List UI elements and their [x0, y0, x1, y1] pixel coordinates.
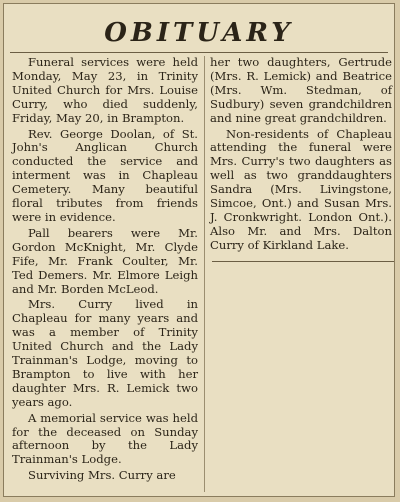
column-divider [204, 56, 205, 492]
paragraph-survivors-cont: her two daughters, Gertrude (Mrs. R. Lemick) and Beatrice (Mrs. Wm. Stedman, of Sudbury) seven grandchildren and nine great grandchildren. [210, 55, 392, 125]
paragraph-biography: Mrs. Curry lived in Chapleau for many years and was a member of Trinity United Church and the Lady Trainman's Lodge, moving to Brampton to live with her daughter Mrs. R. Lemick two years ago. [12, 297, 198, 409]
headline-rule [10, 52, 388, 53]
right-column [210, 56, 392, 262]
headline: OBITUARY [104, 18, 294, 48]
paragraph-pall-bearers: Pall bearers were Mr. Gordon McKnight, Mr. Clyde Fife, Mr. Frank Coulter, Mr. Ted Demers. Mr. Elmore Leigh and Mr. Borden McLeod. [12, 225, 198, 296]
paragraph-memorial-service: A memorial service was held for the deceased on Sunday afternoon by the Lady Trainman's Lodge. [12, 410, 198, 467]
paragraph-funeral-services: Funeral services were held Monday, May 23, in Trinity United Church for Mrs. Louise Curry, who died suddenly, Friday, May 20, in Brampton. [12, 55, 198, 125]
article-end-rule [212, 261, 394, 262]
paragraph-non-residents: Non-residents of Chapleau attending the funeral were Mrs. Curry's two daughters as well as two granddaughters Sandra (Mrs. Livingstone, Simcoe, Ont.) and Susan Mrs. J. Cronkwright. London Ont.). Also Mr. and Mrs. Dalton Curry of Kirkland Lake. [210, 126, 392, 252]
paragraph-survivors-start: Surviving Mrs. Curry are [28, 468, 176, 483]
paragraph-service-conducted: Rev. George Doolan, of St. John's Anglican Church conducted the service and interment was in Chapleau Cemetery. Many beautiful floral tributes from friends were in evidence. [12, 126, 198, 224]
newspaper-clipping [3, 3, 395, 497]
left-column [12, 56, 198, 485]
